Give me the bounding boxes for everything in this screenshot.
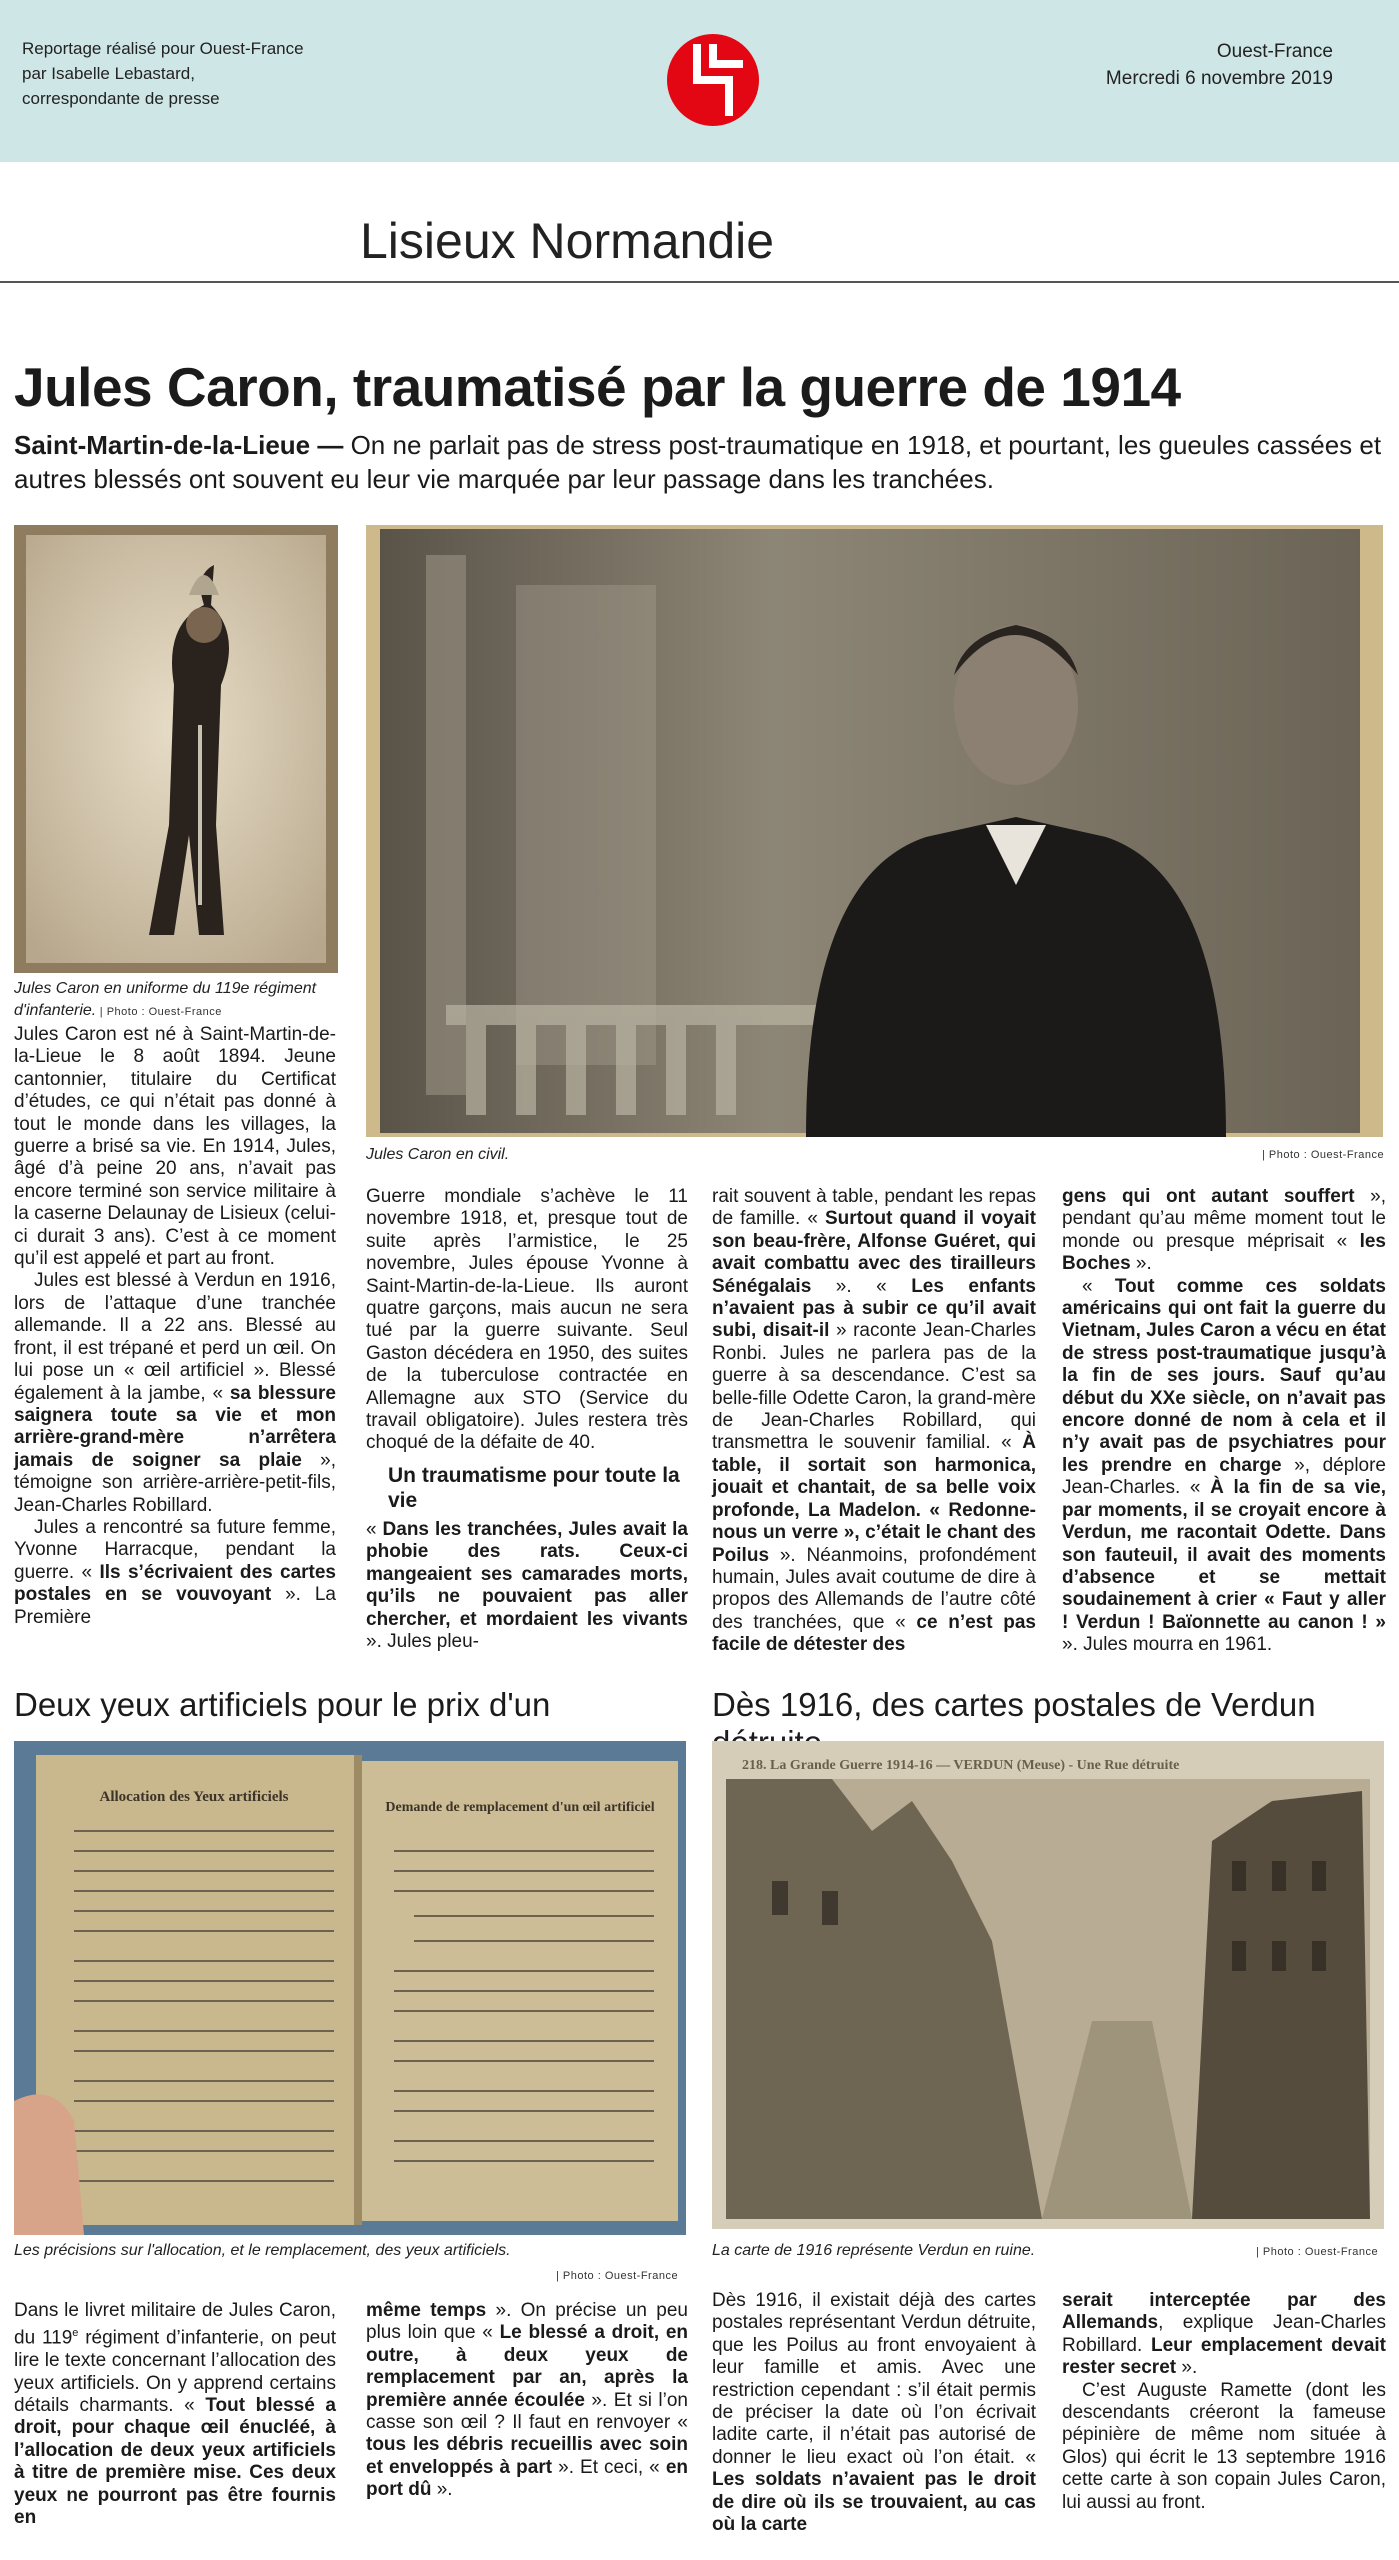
article-column-1: Jules Caron est né à Saint-Martin-de-la-Lieue le 8 août 1894. Jeune cantonnier, titulaire du Certificat d’études, ce qui n’était pas donné à tout le monde dans les villages, la guerre a brisé sa vie. En 1914, Jules, âgé d’à peine 20 ans, n’avait pas encore terminé son service militaire à la caserne Delaunay de Lisieux (celui-ci durait 3 ans). C’est à ce moment qu’il est appelé et part au front. Jules est blessé à Verdun en 1916, lors de l’attaque d’une tranchée allemande. Il a 22 ans. Blessé au front, il est trépané et perd un œil. On lui pose un « œil artificiel ». Blessé également à la jambe, « sa blessure saignera toute sa vie et mon arrière-grand-mère n’arrêtera jamais de soigner sa plaie », témoigne son arrière-arrière-petit-fils, Jean-Charles Robillard. Jules a rencontré sa future femme, Yvonne Harracque, pendant la guerre. « Ils s’écrivaient des cartes postales en se vouvoyant ». La Première	[14, 1024, 336, 1628]
photo-credit: | Photo : Ouest-France	[1262, 1149, 1385, 1161]
sidebar-eyes-column-2: même temps ». On précise un peu plus loin que « Le blessé a droit, en outre, à deux yeux de remplacement par an, après la première année écoulée ». Et si l’on casse son œil ? Il faut en renvoyer « tous les débris recueillis avec soin et enveloppés à part ». Et ceci, « en port dû ».	[366, 2300, 689, 2501]
photo-uniform	[14, 525, 338, 973]
publication-name: Ouest-France	[1216, 41, 1333, 62]
article-column-4: gens qui ont autant souffert », pendant qu’au même moment tout le monde ou presque méprisait « les Boches ». « Tout comme ces soldats américains qui ont fait la guerre du Vietnam, Jules Caron a vécu en état de stress post-traumatique jusqu’à la fin de ses jours. Sauf qu’au début du XXe siècle, on n’avait pas encore donné de nom à cela et il n’y avait pas de psychiatres pour les prendre en charge », déplore Jean-Charles. « À la fin de sa vie, par moments, il se croyait encore à Verdun, me racontait Odette. Dans son fauteuil, il avait des moments d’absence et se mettait soudainement à crier « Faut y aller ! Verdun ! Baïonnette au canon ! » ». Jules mourra en 1961.	[1062, 1186, 1387, 1656]
booklet-right-title: Demande de remplacement d'un œil artificiel	[385, 1800, 655, 1815]
photo-credit: | Photo : Ouest-France	[556, 2270, 679, 2282]
section-title: Lisieux Normandie	[360, 213, 775, 269]
photo-credit: | Photo : Ouest-France	[1256, 2246, 1379, 2258]
photo-credit: | Photo : Ouest-France	[96, 1006, 222, 1018]
article-column-3: rait souvent à table, pendant les repas de famille. « Surtout quand il voyait son beau-frère, Alfonse Guéret, qui avait combattu avec des tirailleurs Sénégalais ». « Les enfants n’avaient pas à subir ce qu’il avait subi, disait-il » raconte Jean-Charles Ronbi. Jules ne parlera pas de la guerre à sa descendance. C’est sa belle-fille Odette Caron, la grand-mère de Jean-Charles Robillard, qui transmettra le souvenir familial. « À table, il sortait son harmonica, jouait et chantait, de sa belle voix profonde, La Madelon. « Redonne-nous un verre », c’était le chant des Poilus ». Néanmoins, profondément humain, Jules avait coutume de dire à propos des Allemands de l’autre côté des tranchées, que « ce n’est pas facile de détester des	[712, 1186, 1037, 1656]
photo-civilian-caption: Jules Caron en civil.	[366, 1146, 510, 1163]
sidebar-title-eyes: Deux yeux artificiels pour le prix d'un	[14, 1686, 551, 1723]
ouest-france-logo	[667, 34, 759, 126]
photo-booklet-caption: Les précisions sur l'allocation, et le remplacement, des yeux artificiels.	[14, 2242, 511, 2259]
section-rule	[0, 281, 1399, 283]
sidebar-eyes-column-1: Dans le livret militaire de Jules Caron, du 119e régiment d’infanterie, on peut lire le texte concernant l’allocation des yeux artificiels. On y apprend certains détails charmants. « Tout blessé a droit, pour chaque œil énucléé, à l’allocation de deux yeux artificiels à titre de première mise. Ces deux yeux ne pourront pas être fournis en	[14, 2300, 336, 2528]
article-column-2: Guerre mondiale s’achève le 11 novembre 1918, et, presque tout de suite après l’armistice, le 25 novembre, Jules épouse Yvonne à Saint-Martin-de-la-Lieue. Ils auront quatre garçons, mais aucun ne sera tué par la guerre suivante. Seul Gaston décédera en 1950, des suites de la tuberculose contractée en Allemagne aux STO (Service du travail obligatoire). Jules restera très choqué de la défaite de 40. Un traumatisme pour toute la vie « Dans les tranchées, Jules avait la phobie des rats. Ceux-ci mangeaient ses camarades morts, qu’ils ne pouvaient pas aller chercher, et mordaient les vivants ». Jules pleu-	[366, 1186, 688, 1652]
photo-civilian	[366, 525, 1383, 1137]
sidebar-title-postcards: Dès 1916, des cartes postales de Verdun	[712, 1686, 1316, 1723]
postcard-header: 218. La Grande Guerre 1914-16 — VERDUN (Meuse) - Une Rue détruite	[742, 1758, 1180, 1773]
sidebar-postcards-column-2: serait interceptée par des Allemands, explique Jean-Charles Robillard. Leur emplacement devait rester secret ». C’est Auguste Ramette (dont les descendants créeront la fameuse pépinière de même nom située à Glos) qui écrit le 13 septembre 1916 cette carte à son copain Jules Caron, lui aussi au front.	[1062, 2290, 1386, 2513]
publication-info	[1106, 38, 1333, 92]
reporter-credit: Reportage réalisé pour Ouest-France par Isabelle Lebastard, correspondante de presse	[22, 39, 304, 108]
booklet-left-title: Allocation des Yeux artificiels	[99, 1789, 289, 1805]
header-band	[0, 0, 1399, 162]
dateline: Saint-Martin-de-la-Lieue —	[14, 430, 344, 460]
photo-booklet	[14, 1741, 686, 2235]
article-chapeau: Saint-Martin-de-la-Lieue — On ne parlait pas de stress post-traumatique en 1918, et pourtant, les gueules cassées et autres blessés ont souvent eu leur vie marquée par leur passage dans les tranchées.	[14, 430, 1382, 494]
sidebar-postcards-column-1: Dès 1916, il existait déjà des cartes postales représentant Verdun détruite, que les Poilus au front envoyaient à leur famille et amis. Avec une restriction cependant : s’il était permis de préciser la date où l’on écrivait ladite carte, il n’était pas autorisé de donner le lieu exact où l’on était. « Les soldats n’avaient pas le droit de dire où ils se trouvaient, au cas où la carte	[712, 2290, 1036, 2536]
publication-date: Mercredi 6 novembre 2019	[1105, 68, 1333, 89]
photo-uniform-caption: Jules Caron en uniforme du 119e régiment d'infanterie. | Photo : Ouest-France	[14, 980, 317, 1019]
photo-postcard-caption: La carte de 1916 représente Verdun en ruine.	[712, 2242, 1036, 2259]
photo-postcard	[712, 1741, 1384, 2229]
article-headline: Jules Caron, traumatisé par la guerre de 1914	[14, 356, 1181, 418]
article-subhead: Un traumatisme pour toute la vie	[388, 1463, 680, 1512]
